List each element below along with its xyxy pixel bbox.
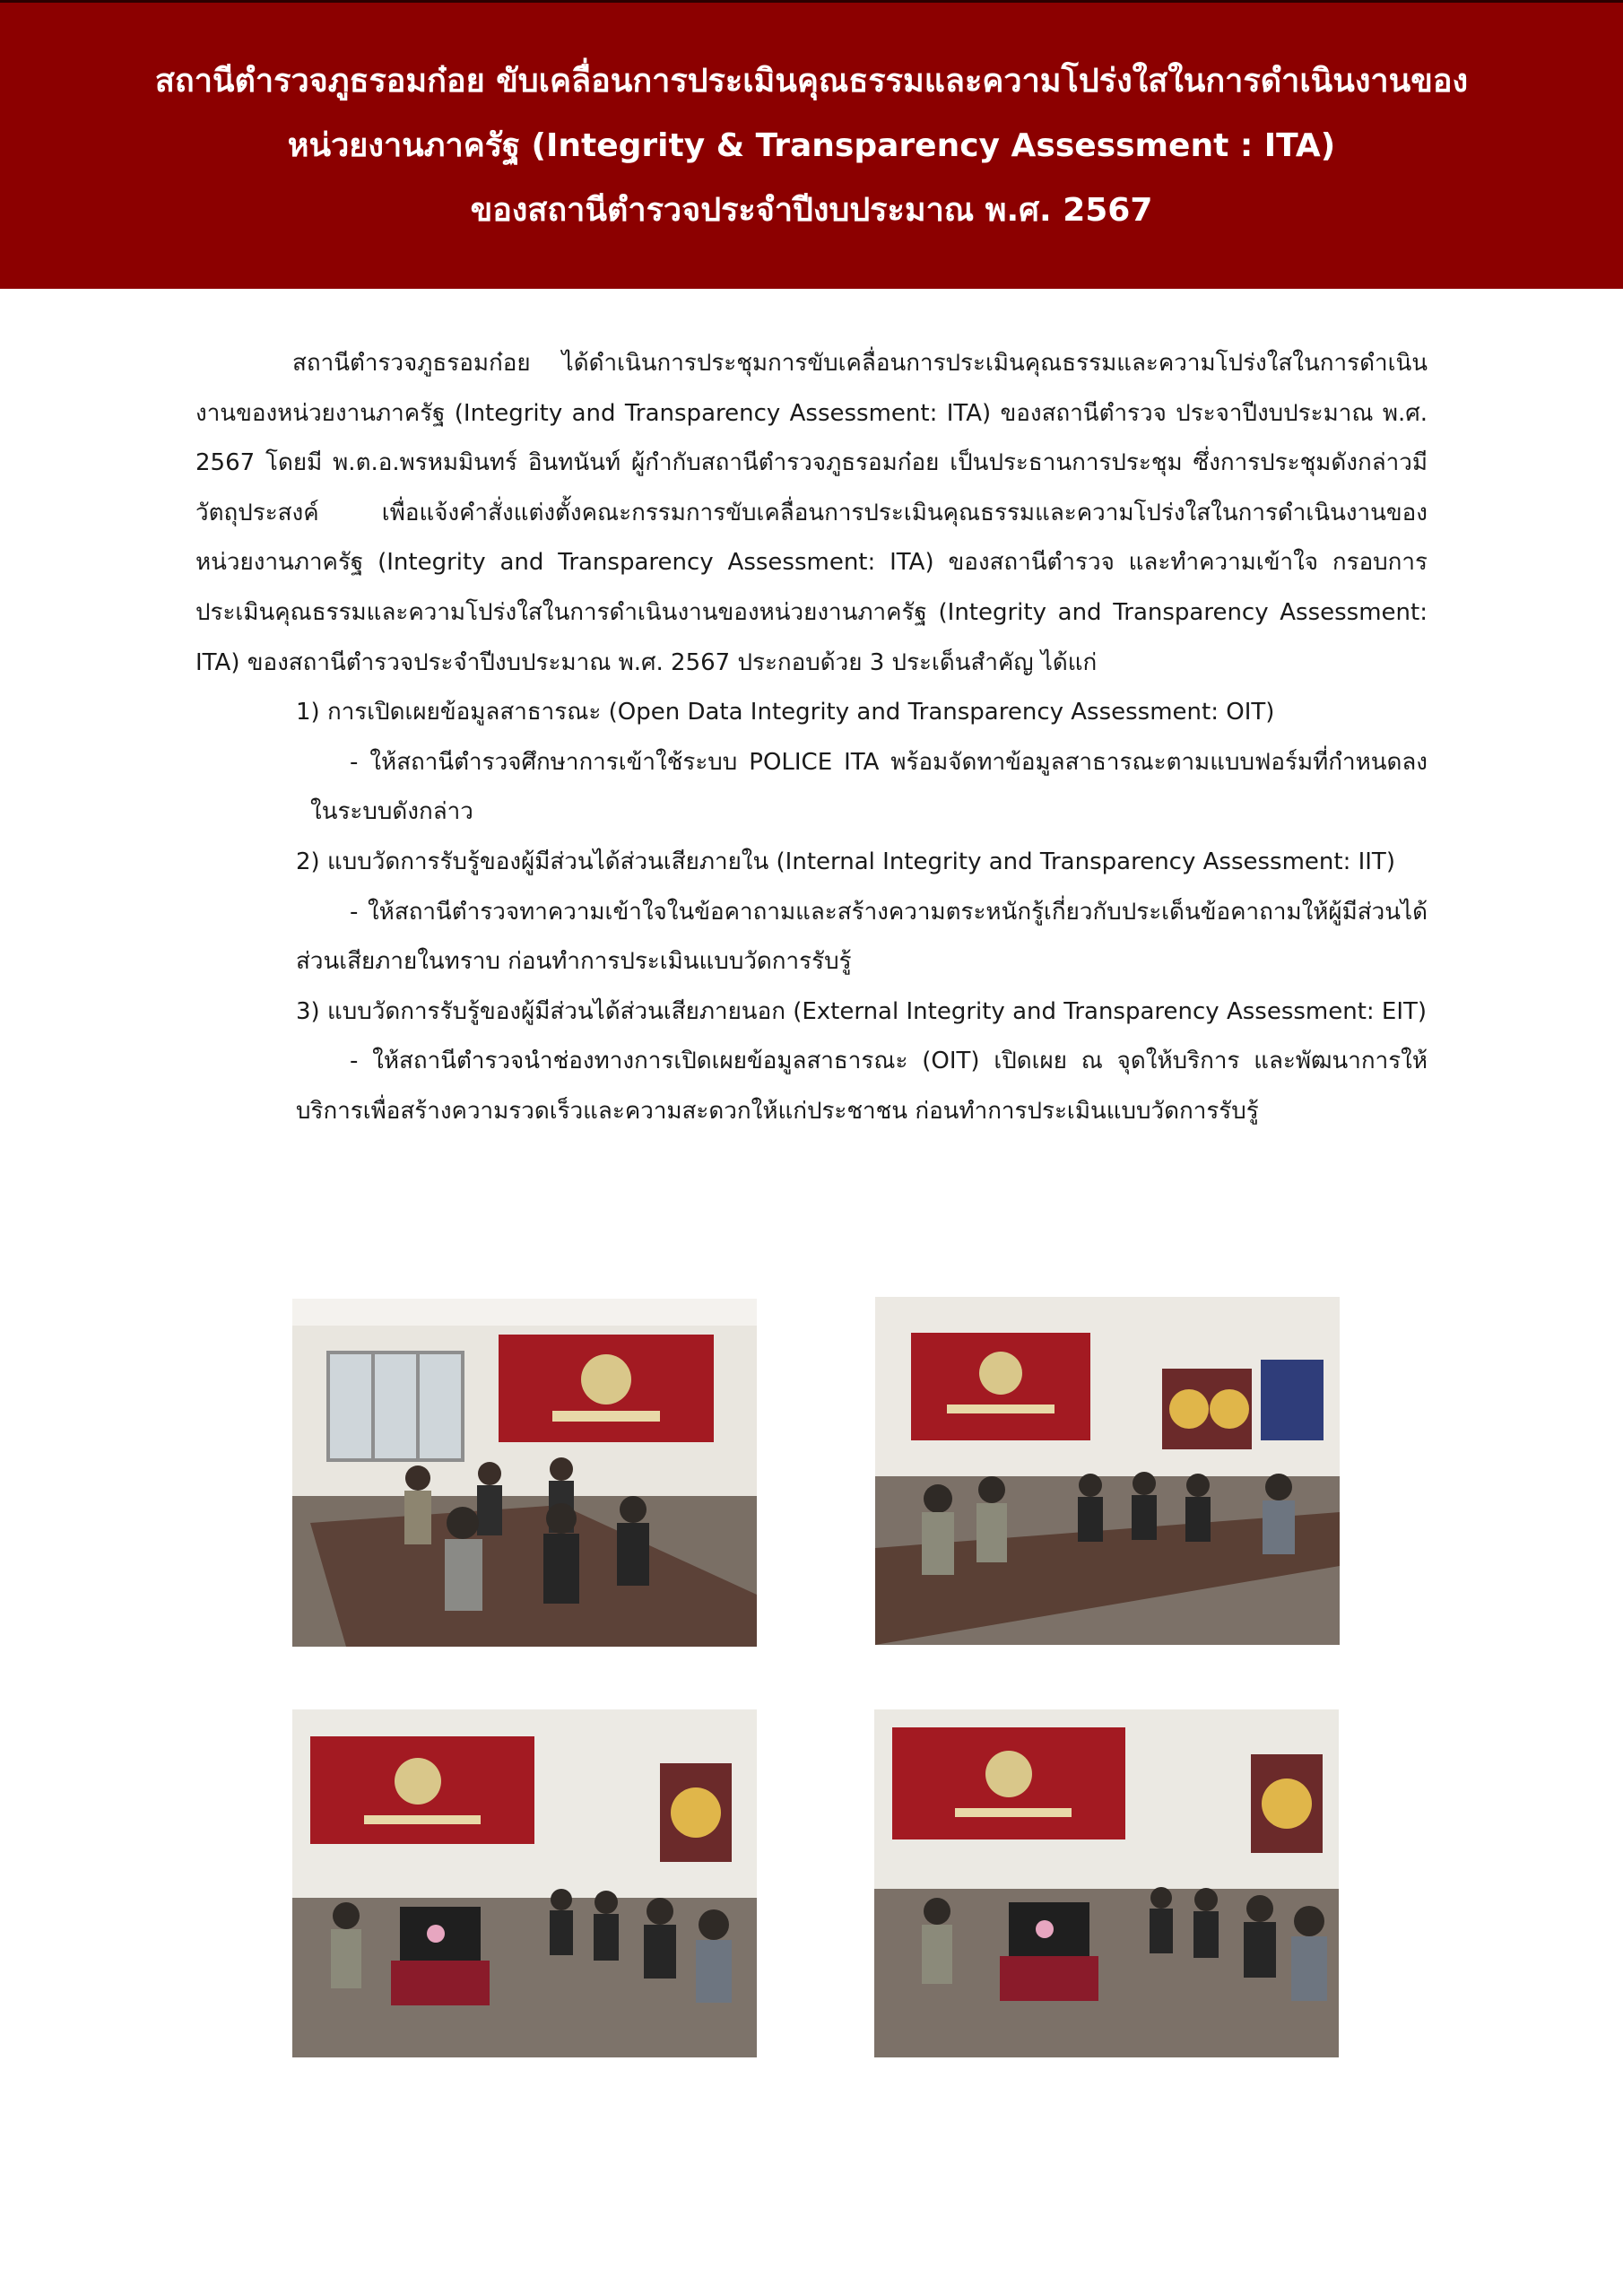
- item-iit: 2) แบบวัดการรับรู้ของผู้มีส่วนได้ส่วนเสียภายใน (Internal Integrity and Transparency Assessment: IIT): [296, 848, 1395, 875]
- title-line-1: สถานีตำรวจภูธรอมก๋อย ขับเคลื่อนการประเมินคุณธรรมและความโปร่งใสในการดำเนินงานของ: [154, 62, 1469, 100]
- header-banner: [0, 0, 1623, 289]
- meeting-photo-3: [292, 1709, 757, 2057]
- meeting-photo-2: [875, 1297, 1340, 1645]
- title-line-3: ของสถานีตำรวจประจำปีงบประมาณ พ.ศ. 2567: [470, 191, 1153, 229]
- item-iit-detail: - ให้สถานีตำรวจทาความเข้าใจในข้อคาถามและสร้างความตระหนักรู้เกี่ยวกับประเด็นข้อคาถามให้ผู้มีส่วนได้ส่วนเสียภายในทราบ ก่อนทำการประเมินแบบวัดการรับรู้: [296, 898, 1428, 976]
- title-line-2: หน่วยงานภาครัฐ (Integrity & Transparency Assessment : ITA): [287, 126, 1336, 164]
- item-oit: 1) การเปิดเผยข้อมูลสาธารณะ (Open Data Integrity and Transparency Assessment: OIT): [296, 699, 1275, 726]
- intro-paragraph: สถานีตำรวจภูธรอมก๋อย ได้ดำเนินการประชุมการขับเคลื่อนการประเมินคุณธรรมและความโปร่งใสในการดำเนินงานของหน่วยงานภาครัฐ (Integrity and Transparency Assessment: ITA) ของสถานีตำรวจ ประจาปีงบประมาณ พ.ศ. 2567 โดยมี พ.ต.อ.พรหมมินทร์ อินทนันท์ ผู้กำกับสถานีตำรวจภูธรอมก๋อย เป็นประธานการประชุม ซึ่งการประชุมดังกล่าวมีวัตถุประสงค์ เพื่อแจ้งคำสั่งแต่งตั้งคณะกรรมการขับเคลื่อนการประเมินคุณธรรมและความโปร่งใสในการดำเนินงานของหน่วยงานภาครัฐ (Integrity and Transparency Assessment: ITA) ของสถานีตำรวจ และทำความเข้าใจ กรอบการประเมินคุณธรรมและความโปร่งใสในการดำเนินงานของหน่วยงานภาครัฐ (Integrity and Transparency Assessment: ITA) ของสถานีตำรวจประจำปีงบประมาณ พ.ศ. 2567 ประกอบด้วย 3 ประเด็นสำคัญ ได้แก่: [195, 350, 1428, 676]
- item-eit: 3) แบบวัดการรับรู้ของผู้มีส่วนได้ส่วนเสียภายนอก (External Integrity and Transparency Assessment: EIT): [296, 997, 1428, 1025]
- item-eit-detail: - ให้สถานีตำรวจนำช่องทางการเปิดเผยข้อมูลสาธารณะ (OIT) เปิดเผย ณ จุดให้บริการ และพัฒนาการให้บริการเพื่อสร้างความรวดเร็วและความสะดวกให้แก่ประชาชน ก่อนทำการประเมินแบบวัดการรับรู้: [296, 1048, 1428, 1125]
- article-body: [195, 339, 1428, 1137]
- meeting-photo-1: [292, 1299, 757, 1647]
- item-oit-detail: - ให้สถานีตำรวจศึกษาการเข้าใช้ระบบ POLICE ITA พร้อมจัดทาข้อมูลสาธารณะตามแบบฟอร์มที่กำหนดลงในระบบดังกล่าว: [310, 748, 1428, 826]
- meeting-photo-4: [874, 1709, 1339, 2057]
